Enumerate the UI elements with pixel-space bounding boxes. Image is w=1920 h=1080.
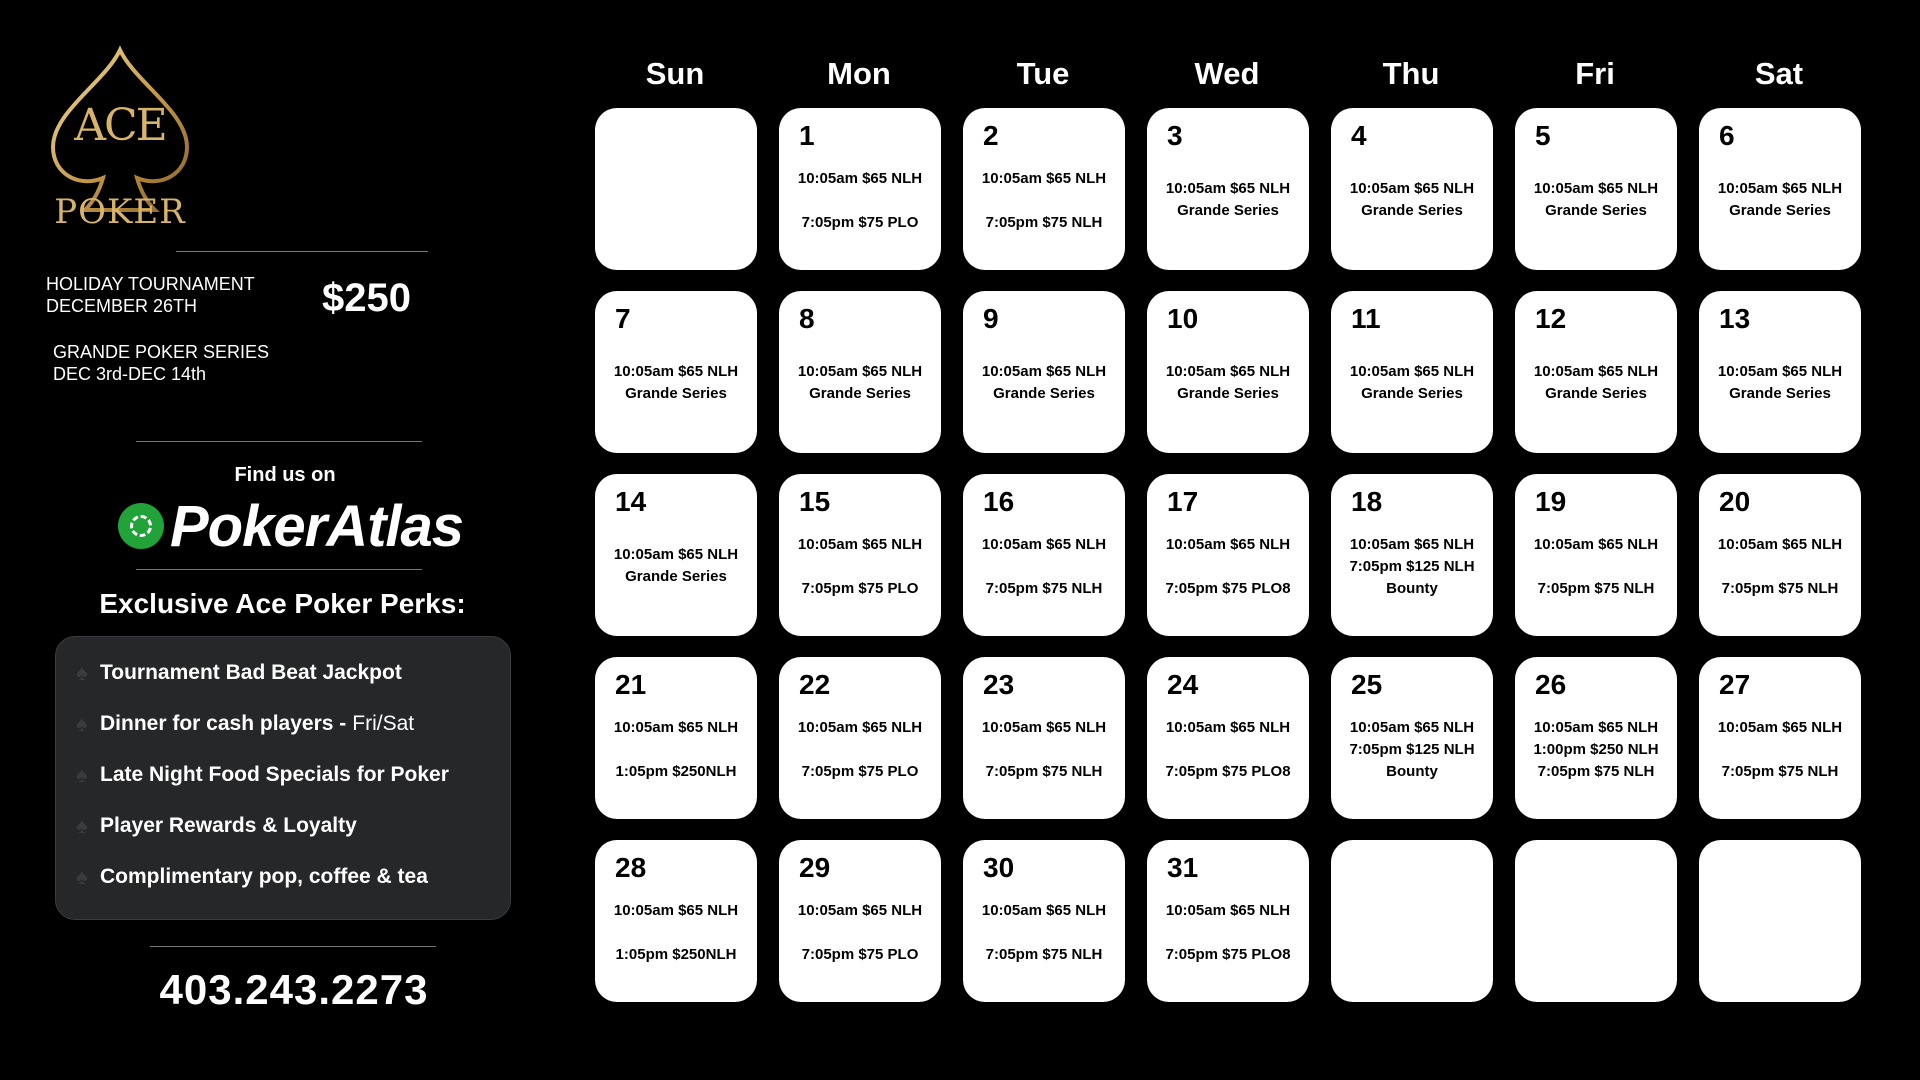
event-line: Grande Series bbox=[625, 385, 727, 402]
event-line: 10:05am $65 NLH bbox=[1165, 363, 1291, 380]
day-number: 10 bbox=[1167, 303, 1199, 334]
day-number: 21 bbox=[615, 669, 647, 700]
event-line: 7:05pm $125 NLH bbox=[1349, 741, 1475, 758]
event-line: 10:05am $65 NLH bbox=[981, 363, 1107, 380]
day-events bbox=[1151, 178, 1305, 222]
day-events bbox=[1519, 361, 1673, 405]
event-line: 10:05am $65 NLH bbox=[1349, 180, 1475, 197]
event-line: 10:05am $65 NLH bbox=[981, 719, 1107, 736]
day-number: 22 bbox=[799, 669, 831, 700]
day-cell bbox=[1331, 108, 1493, 270]
day-events bbox=[1703, 534, 1857, 600]
pokeratlas-wordmark: PokerAtlas bbox=[170, 493, 464, 559]
day-events bbox=[967, 534, 1121, 600]
day-events bbox=[1703, 361, 1857, 405]
event-line: 10:05am $65 NLH bbox=[1165, 902, 1291, 919]
event-line: 7:05pm $75 PLO bbox=[801, 214, 919, 231]
series-line1: GRANDE POKER SERIES bbox=[53, 342, 270, 362]
event-line: Grande Series bbox=[1177, 202, 1279, 219]
weekday-header: Thu bbox=[1382, 56, 1440, 91]
day-number: 28 bbox=[615, 852, 647, 883]
event-line: 7:05pm $75 NLH bbox=[985, 580, 1103, 597]
event-line: 10:05am $65 NLH bbox=[797, 902, 923, 919]
day-cell bbox=[1515, 108, 1677, 270]
day-events bbox=[967, 900, 1121, 966]
event-line: 10:05am $65 NLH bbox=[797, 536, 923, 553]
event-line: 10:05am $65 NLH bbox=[1165, 536, 1291, 553]
day-cell bbox=[1331, 291, 1493, 453]
day-events bbox=[1519, 178, 1673, 222]
event-line: 7:05pm $75 PLO8 bbox=[1165, 946, 1291, 963]
event-line: 7:05pm $75 PLO bbox=[801, 763, 919, 780]
day-cell bbox=[1699, 291, 1861, 453]
day-cell bbox=[1515, 474, 1677, 636]
day-events bbox=[599, 900, 753, 966]
day-number: 14 bbox=[615, 486, 647, 517]
event-line: 1:05pm $250NLH bbox=[615, 946, 737, 963]
day-events bbox=[1151, 361, 1305, 405]
empty-day-cell bbox=[1331, 840, 1493, 1002]
event-line: 10:05am $65 NLH bbox=[1533, 719, 1659, 736]
day-cell bbox=[1699, 474, 1861, 636]
event-line: 7:05pm $75 NLH bbox=[1537, 763, 1655, 780]
event-line: 7:05pm $75 NLH bbox=[985, 946, 1103, 963]
event-line: Bounty bbox=[1386, 763, 1438, 780]
event-line: 10:05am $65 NLH bbox=[1717, 180, 1843, 197]
day-number: 13 bbox=[1719, 303, 1751, 334]
spade-icon: ♠ bbox=[76, 762, 88, 787]
day-events bbox=[1335, 534, 1489, 600]
event-line: 10:05am $65 NLH bbox=[1165, 719, 1291, 736]
day-events bbox=[1703, 178, 1857, 222]
perk-label: Player Rewards & Loyalty bbox=[100, 814, 357, 837]
day-number: 29 bbox=[799, 852, 831, 883]
event-line: 10:05am $65 NLH bbox=[1165, 180, 1291, 197]
day-events bbox=[1519, 534, 1673, 600]
day-events bbox=[783, 168, 937, 234]
perk-extra: Fri/Sat bbox=[352, 712, 415, 735]
perk-item bbox=[76, 862, 428, 892]
day-cell bbox=[779, 657, 941, 819]
divider bbox=[136, 569, 422, 570]
event-line: Grande Series bbox=[809, 385, 911, 402]
day-events bbox=[1519, 717, 1673, 783]
perk-label: Dinner for cash players - bbox=[100, 712, 347, 735]
day-number: 3 bbox=[1167, 120, 1183, 151]
event-line: 10:05am $65 NLH bbox=[613, 363, 739, 380]
holiday-price: $250 bbox=[322, 276, 411, 320]
event-line: Bounty bbox=[1386, 580, 1438, 597]
day-number: 17 bbox=[1167, 486, 1199, 517]
event-line: 10:05am $65 NLH bbox=[1349, 363, 1475, 380]
day-cell bbox=[779, 291, 941, 453]
event-line: 10:05am $65 NLH bbox=[613, 902, 739, 919]
day-cell bbox=[1331, 474, 1493, 636]
day-events bbox=[783, 534, 937, 600]
day-cell bbox=[595, 291, 757, 453]
day-cell bbox=[1147, 474, 1309, 636]
event-line: 10:05am $65 NLH bbox=[1533, 536, 1659, 553]
divider bbox=[136, 441, 422, 442]
spade-icon: ♠ bbox=[76, 813, 88, 838]
day-events bbox=[599, 544, 753, 588]
event-line: 10:05am $65 NLH bbox=[613, 546, 739, 563]
perk-label: Tournament Bad Beat Jackpot bbox=[100, 661, 402, 684]
day-cell bbox=[1699, 657, 1861, 819]
day-cell bbox=[1515, 291, 1677, 453]
pokeratlas-link[interactable] bbox=[118, 493, 464, 559]
pokeratlas-chip-icon bbox=[118, 503, 164, 549]
holiday-tournament-info bbox=[46, 273, 255, 317]
event-line: Grande Series bbox=[993, 385, 1095, 402]
day-number: 4 bbox=[1351, 120, 1367, 151]
event-line: Grande Series bbox=[1361, 385, 1463, 402]
day-events bbox=[1151, 900, 1305, 966]
event-line: 10:05am $65 NLH bbox=[797, 363, 923, 380]
event-line: 10:05am $65 NLH bbox=[1533, 180, 1659, 197]
divider bbox=[150, 946, 436, 947]
event-line: 10:05am $65 NLH bbox=[1533, 363, 1659, 380]
day-events bbox=[1335, 178, 1489, 222]
day-cell bbox=[595, 840, 757, 1002]
event-line: 10:05am $65 NLH bbox=[797, 719, 923, 736]
day-cell bbox=[1147, 108, 1309, 270]
day-cell bbox=[779, 108, 941, 270]
event-line: Grande Series bbox=[1361, 202, 1463, 219]
day-cell bbox=[1147, 657, 1309, 819]
day-number: 30 bbox=[983, 852, 1015, 883]
day-number: 23 bbox=[983, 669, 1015, 700]
day-number: 27 bbox=[1719, 669, 1751, 700]
day-number: 5 bbox=[1535, 120, 1551, 151]
spade-icon: ♠ bbox=[76, 864, 88, 889]
phone-number[interactable]: 403.243.2273 bbox=[159, 966, 429, 1013]
event-line: 10:05am $65 NLH bbox=[1349, 536, 1475, 553]
perks-list bbox=[55, 636, 511, 920]
day-number: 15 bbox=[799, 486, 831, 517]
day-events bbox=[967, 717, 1121, 783]
day-events bbox=[599, 717, 753, 783]
day-number: 31 bbox=[1167, 852, 1199, 883]
event-line: 7:05pm $75 PLO8 bbox=[1165, 763, 1291, 780]
event-line: 7:05pm $75 PLO8 bbox=[1165, 580, 1291, 597]
day-events bbox=[1335, 361, 1489, 405]
event-line: 7:05pm $75 NLH bbox=[985, 763, 1103, 780]
day-number: 6 bbox=[1719, 120, 1735, 151]
perk-item bbox=[76, 811, 357, 841]
day-events bbox=[783, 900, 937, 966]
grande-series-info bbox=[53, 341, 269, 385]
day-cell bbox=[779, 840, 941, 1002]
logo-ace-text: ACE bbox=[74, 100, 166, 151]
day-events bbox=[967, 168, 1121, 234]
day-number: 11 bbox=[1351, 303, 1381, 334]
day-events bbox=[1335, 717, 1489, 783]
day-cell bbox=[1699, 108, 1861, 270]
day-cell bbox=[1515, 657, 1677, 819]
day-cell bbox=[779, 474, 941, 636]
event-line: 1:05pm $250NLH bbox=[615, 763, 737, 780]
event-line: 10:05am $65 NLH bbox=[797, 170, 923, 187]
empty-day-cell bbox=[1699, 840, 1861, 1002]
day-number: 18 bbox=[1351, 486, 1383, 517]
day-number: 8 bbox=[799, 303, 815, 334]
event-line: 10:05am $65 NLH bbox=[1717, 536, 1843, 553]
perk-label: Late Night Food Specials for Poker bbox=[100, 763, 449, 786]
event-line: 10:05am $65 NLH bbox=[981, 902, 1107, 919]
event-line: 7:05pm $75 NLH bbox=[1721, 763, 1839, 780]
event-line: Grande Series bbox=[1545, 385, 1647, 402]
day-number: 20 bbox=[1719, 486, 1751, 517]
holiday-line2: DECEMBER 26TH bbox=[46, 296, 198, 316]
day-number: 24 bbox=[1167, 669, 1199, 700]
empty-day-cell bbox=[1515, 840, 1677, 1002]
day-events bbox=[1151, 717, 1305, 783]
event-line: 10:05am $65 NLH bbox=[1717, 719, 1843, 736]
ace-poker-logo bbox=[45, 42, 195, 242]
day-cell bbox=[1331, 657, 1493, 819]
event-line: Grande Series bbox=[625, 568, 727, 585]
weekday-header: Sun bbox=[645, 56, 705, 91]
weekday-header: Wed bbox=[1194, 56, 1260, 91]
event-line: Grande Series bbox=[1729, 385, 1831, 402]
event-line: 7:05pm $75 PLO bbox=[801, 946, 919, 963]
day-events bbox=[967, 361, 1121, 405]
holiday-line1: HOLIDAY TOURNAMENT bbox=[46, 274, 255, 294]
weekday-header: Mon bbox=[827, 56, 891, 91]
day-number: 19 bbox=[1535, 486, 1567, 517]
event-line: 10:05am $65 NLH bbox=[981, 170, 1107, 187]
empty-day-cell bbox=[595, 108, 757, 270]
day-cell bbox=[1147, 291, 1309, 453]
perk-item bbox=[76, 760, 449, 790]
event-line: 7:05pm $75 NLH bbox=[985, 214, 1103, 231]
event-line: 7:05pm $75 NLH bbox=[1721, 580, 1839, 597]
perk-label: Complimentary pop, coffee & tea bbox=[100, 865, 428, 888]
event-line: Grande Series bbox=[1545, 202, 1647, 219]
weekday-header: Tue bbox=[1016, 56, 1070, 91]
divider bbox=[176, 251, 428, 252]
day-number: 9 bbox=[983, 303, 999, 334]
spade-icon: ♠ bbox=[76, 660, 88, 685]
event-line: 7:05pm $75 NLH bbox=[1537, 580, 1655, 597]
event-line: 10:05am $65 NLH bbox=[981, 536, 1107, 553]
event-line: 1:00pm $250 NLH bbox=[1533, 741, 1659, 758]
day-number: 2 bbox=[983, 120, 999, 151]
day-cell bbox=[963, 657, 1125, 819]
event-line: 10:05am $65 NLH bbox=[1349, 719, 1475, 736]
event-line: 7:05pm $125 NLH bbox=[1349, 558, 1475, 575]
event-line: Grande Series bbox=[1729, 202, 1831, 219]
perk-item bbox=[76, 709, 414, 739]
event-line: Grande Series bbox=[1177, 385, 1279, 402]
event-line: 7:05pm $75 PLO bbox=[801, 580, 919, 597]
day-events bbox=[599, 361, 753, 405]
day-events bbox=[783, 717, 937, 783]
find-us-label: Find us on bbox=[234, 464, 336, 486]
day-cell bbox=[963, 474, 1125, 636]
day-events bbox=[783, 361, 937, 405]
left-panel bbox=[0, 0, 560, 1080]
day-number: 7 bbox=[615, 303, 631, 334]
perks-title: Exclusive Ace Poker Perks: bbox=[99, 588, 466, 619]
day-number: 16 bbox=[983, 486, 1015, 517]
day-cell bbox=[963, 108, 1125, 270]
day-cell bbox=[963, 291, 1125, 453]
day-cell bbox=[595, 474, 757, 636]
series-line2: DEC 3rd-DEC 14th bbox=[53, 364, 207, 384]
event-line: 10:05am $65 NLH bbox=[613, 719, 739, 736]
day-number: 1 bbox=[799, 120, 815, 151]
weekday-header: Sat bbox=[1754, 56, 1804, 91]
day-cell bbox=[1147, 840, 1309, 1002]
day-number: 26 bbox=[1535, 669, 1567, 700]
day-events bbox=[1703, 717, 1857, 783]
day-number: 25 bbox=[1351, 669, 1383, 700]
day-cell bbox=[963, 840, 1125, 1002]
weekday-header: Fri bbox=[1575, 56, 1615, 91]
day-cell bbox=[595, 657, 757, 819]
spade-icon: ♠ bbox=[76, 711, 88, 736]
event-line: 10:05am $65 NLH bbox=[1717, 363, 1843, 380]
perk-item bbox=[76, 658, 402, 688]
day-number: 12 bbox=[1535, 303, 1567, 334]
logo-poker-text: POKER bbox=[54, 192, 186, 232]
day-events bbox=[1151, 534, 1305, 600]
